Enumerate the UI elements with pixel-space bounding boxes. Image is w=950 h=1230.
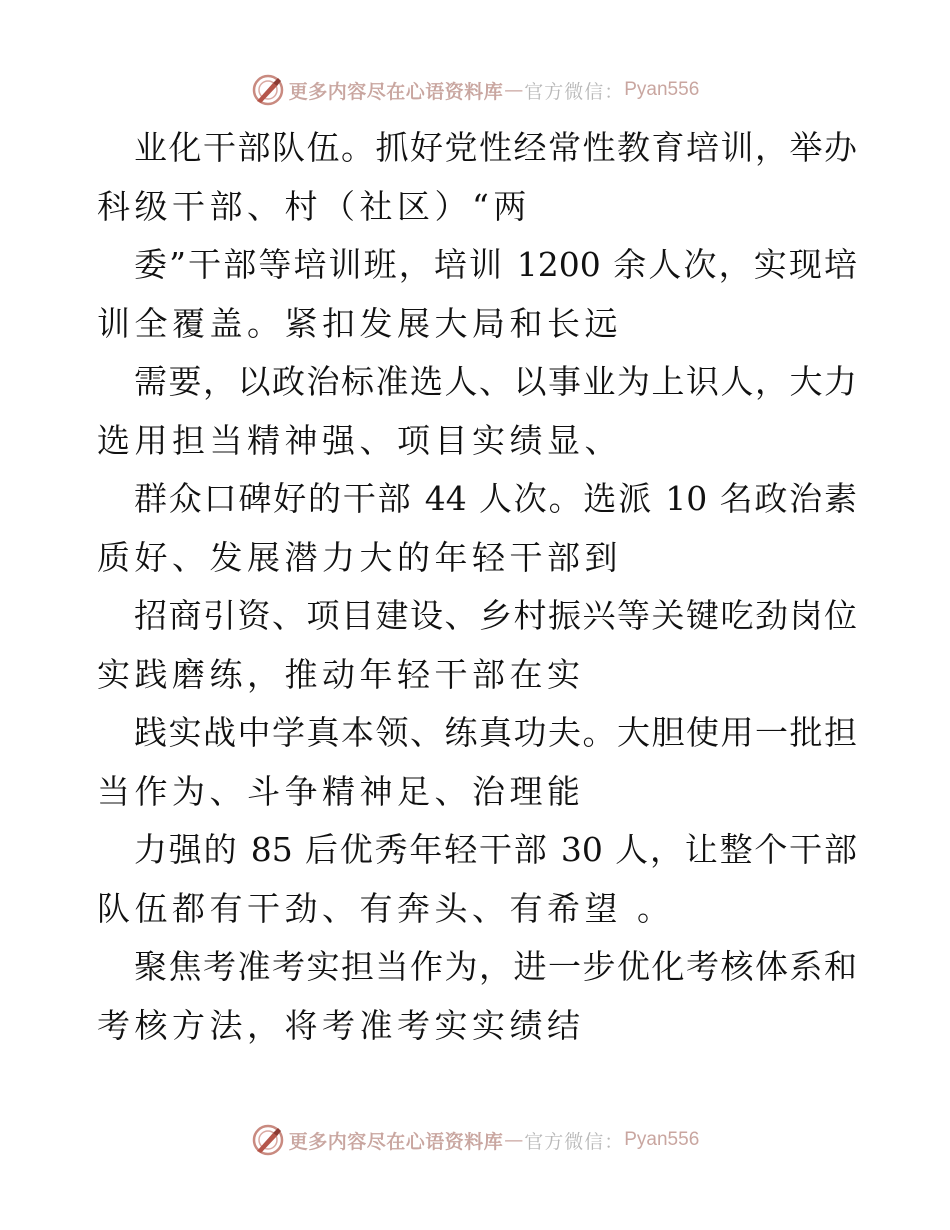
text-line: 业化干部队伍。抓好党性经常性教育培训，举办 <box>134 128 857 167</box>
header-dash: — <box>504 79 524 101</box>
text-line: 科级干部、村（社区）“两 <box>97 186 531 226</box>
text-line: 需要，以政治标准选人、以事业为上识人，大力 <box>134 362 857 401</box>
text-line: 聚焦考准考实担当作为，进一步优化考核体系和 <box>134 947 857 986</box>
text-line: 队伍都有干劲、有奔头、有希望 。 <box>97 888 675 928</box>
text-line: 委”干部等培训班，培训 1200 余人次，实现培 <box>134 245 857 284</box>
text-line: 实践磨练，推动年轻干部在实 <box>97 654 585 694</box>
body-text <box>97 119 857 1055</box>
pen-logo-icon <box>251 73 285 107</box>
header-watermark <box>0 70 950 110</box>
header-site-text: 更多内容尽在心语资料库 <box>288 80 504 103</box>
text-line: 群众口碑好的干部 44 人次。选派 10 名政治素 <box>134 479 857 518</box>
text-line: 力强的 85 后优秀年轻干部 30 人，让整个干部 <box>134 830 857 869</box>
footer-dash: — <box>504 1129 524 1151</box>
header-wechat-id: Pyan556 <box>624 79 700 100</box>
footer-wechat-id: Pyan556 <box>624 1129 700 1150</box>
footer-site-text: 更多内容尽在心语资料库 <box>288 1130 504 1153</box>
text-line: 选用担当精神强、项目实绩显、 <box>97 420 622 460</box>
text-line: 践实战中学真本领、练真功夫。大胆使用一批担 <box>134 713 857 752</box>
header-wechat-label: 官方微信： <box>524 80 625 103</box>
text-line: 招商引资、项目建设、乡村振兴等关键吃劲岗位 <box>134 596 857 635</box>
text-line: 考核方法，将考准考实实绩结 <box>97 1005 585 1045</box>
footer-wechat-label: 官方微信： <box>524 1130 625 1153</box>
text-line: 训全覆盖。紧扣发展大局和长远 <box>97 303 622 343</box>
text-line: 当作为、斗争精神足、治理能 <box>97 771 585 811</box>
pen-logo-icon <box>251 1123 285 1157</box>
footer-watermark <box>0 1120 950 1160</box>
text-line: 质好、发展潜力大的年轻干部到 <box>97 537 622 577</box>
